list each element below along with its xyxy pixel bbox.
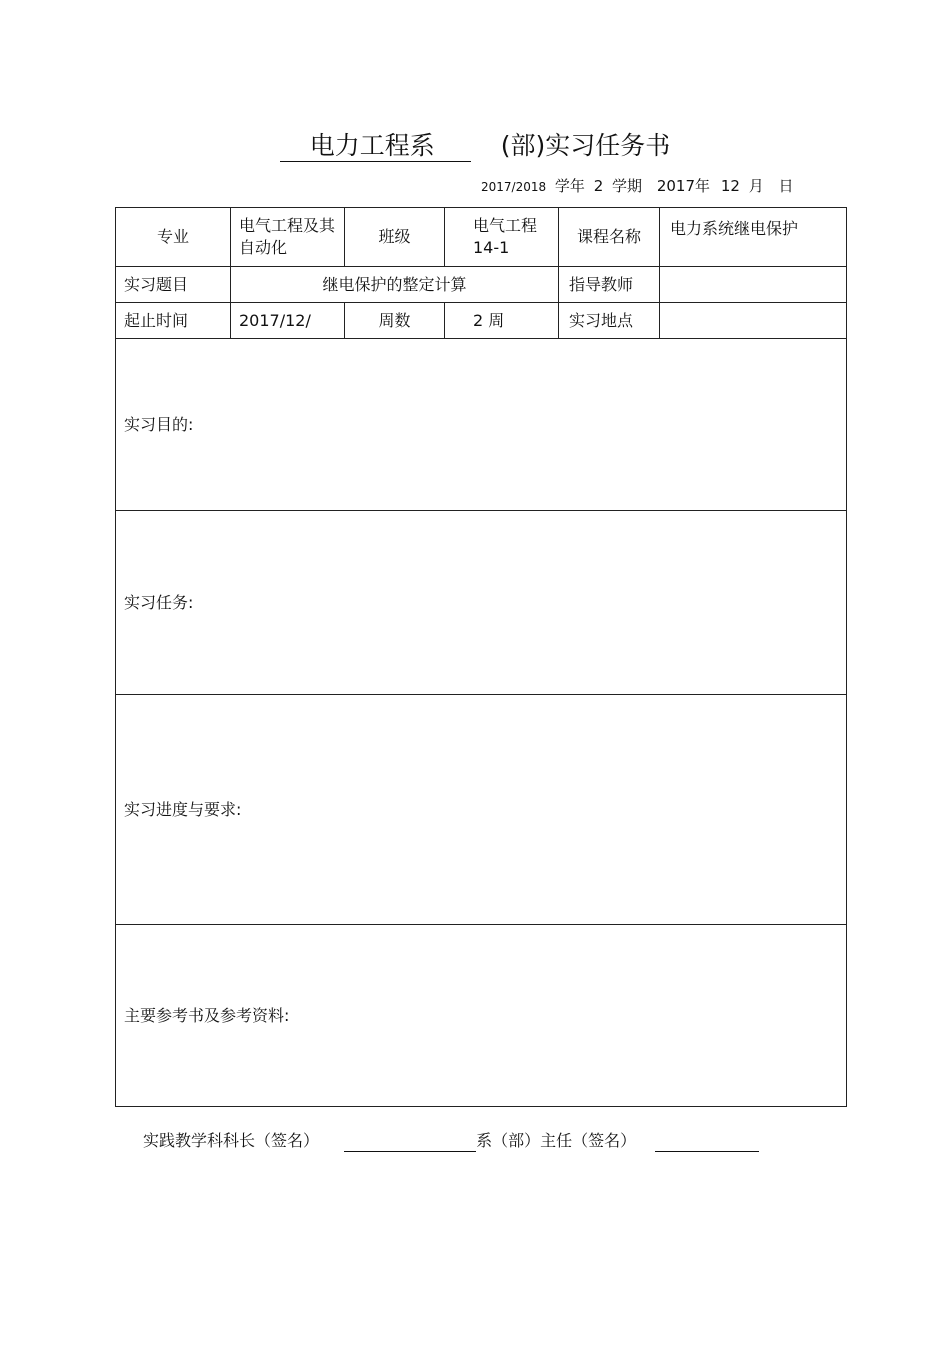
progress-label: 实习进度与要求:	[124, 799, 242, 819]
topic-value: 继电保护的整定计算	[231, 267, 559, 303]
term-ri: 日	[778, 177, 794, 195]
dept-head-label: 系（部）主任（签名）	[476, 1131, 637, 1150]
term-xuenian: 学年	[554, 177, 585, 195]
weeks-label: 周数	[345, 303, 445, 339]
period-label: 起止时间	[116, 303, 231, 339]
teacher-value	[660, 267, 847, 303]
table-row	[116, 208, 847, 267]
term-month: 12	[720, 177, 740, 195]
goal-label: 实习目的:	[124, 414, 194, 434]
major-label: 专业	[116, 208, 231, 267]
major-value: 电气工程及其自动化	[231, 208, 345, 267]
term-nian: 年	[695, 177, 711, 195]
department-name: 电力工程系	[280, 131, 471, 162]
document-title	[0, 128, 950, 164]
task-section	[116, 511, 847, 695]
teacher-label: 指导教师	[559, 267, 660, 303]
term-semester-num: 2	[593, 177, 604, 195]
section-head-label: 实践教学科科长（签名）	[143, 1131, 320, 1150]
signature-line	[143, 1130, 759, 1152]
course-value: 电力系统继电保护	[660, 208, 847, 267]
progress-section	[116, 695, 847, 925]
title-suffix: (部)实习任务书	[500, 131, 671, 160]
section-head-signature-blank[interactable]	[344, 1133, 476, 1152]
table-row	[116, 339, 847, 511]
table-row	[116, 267, 847, 303]
task-label: 实习任务:	[124, 592, 194, 612]
place-value	[660, 303, 847, 339]
table-row	[116, 303, 847, 339]
term-xueqi: 学期	[612, 177, 643, 195]
goal-section	[116, 339, 847, 511]
table-row	[116, 695, 847, 925]
class-label: 班级	[345, 208, 445, 267]
class-value: 电气工程14-1	[445, 208, 559, 267]
table-row	[116, 511, 847, 695]
refs-label: 主要参考书及参考资料:	[124, 1005, 290, 1025]
course-label: 课程名称	[559, 208, 660, 267]
weeks-value: 2 周	[445, 303, 559, 339]
period-value: 2017/12/	[231, 303, 345, 339]
task-form-table	[115, 207, 847, 1107]
term-yue: 月	[748, 177, 764, 195]
topic-label: 实习题目	[116, 267, 231, 303]
refs-section	[116, 925, 847, 1107]
place-label: 实习地点	[559, 303, 660, 339]
table-row	[116, 925, 847, 1107]
term-line	[481, 176, 798, 197]
term-year: 2017	[656, 177, 696, 195]
dept-head-signature-blank[interactable]	[655, 1133, 759, 1152]
term-years: 2017/2018	[481, 180, 547, 194]
